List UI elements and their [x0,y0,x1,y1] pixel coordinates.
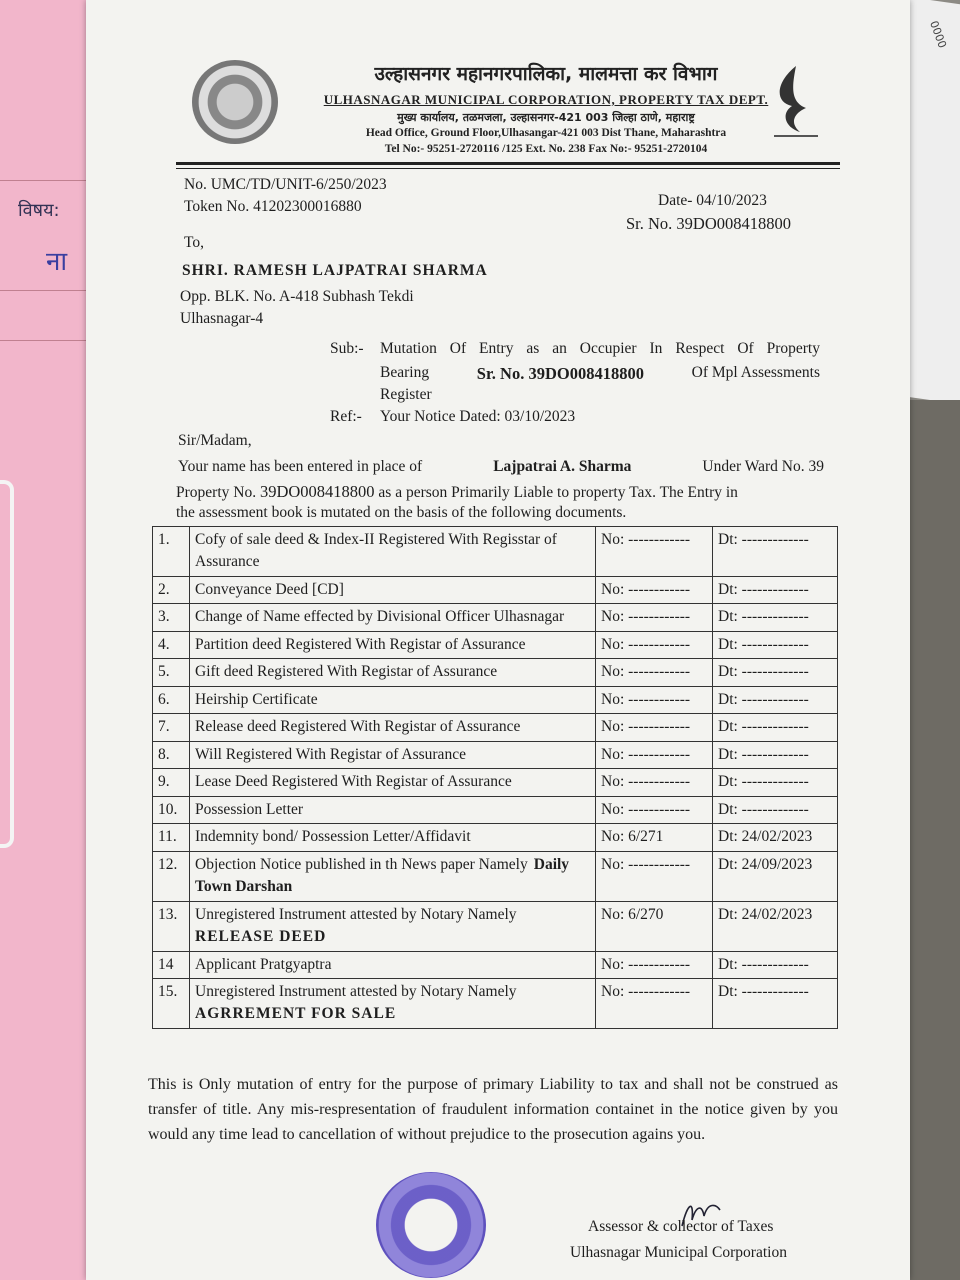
document-date: Dt: ------------- [713,951,838,978]
document-description [190,686,596,713]
document-date: Dt: ------------- [713,686,838,713]
document-ref-no: No: ------------ [596,576,713,603]
document-text: Change of Name effected by Divisional Officer Ulhasnagar [195,608,565,626]
header-title-hindi: उल्हासनगर महानगरपालिका, मालमत्ता कर विभाग [374,63,718,85]
tie-string [0,480,14,848]
document-row [153,659,838,686]
header-rule [176,162,840,165]
document-text: Applicant Pratgyaptra [195,955,332,973]
document-text: Indemnity bond/ Possession Letter/Affidavit [195,828,471,846]
document-extra: Daily Town Darshan [195,855,570,896]
document-ref-no: No: ------------ [596,951,713,978]
document-ref-no: No: ------------ [596,686,713,713]
official-seal-icon [376,1172,486,1278]
document-date: Dt: ------------- [713,714,838,741]
document-description [190,741,596,768]
ref-text: Your Notice Dated: 03/10/2023 [380,408,576,425]
document-date: Dt: ------------- [713,631,838,658]
salutation: Sir/Madam, [178,432,252,449]
document-number: 1. [153,527,190,577]
subject-serial: Sr. No. 39DO008418800 [476,364,644,383]
document-date: Dt: ------------- [713,659,838,686]
document-ref-no: No: 6/271 [596,824,713,851]
body-text: Your name has been entered in place of [178,458,423,475]
reference-number: No. UMC/TD/UNIT-6/250/2023 [184,176,387,193]
signatory-organisation: Ulhasnagar Municipal Corporation [570,1244,787,1261]
document-description [190,978,596,1028]
subject-line2 [380,364,820,384]
header-address-english: Head Office, Ground Floor,Ulhasangar-421 003 Dist Thane, Maharashtra [365,127,727,139]
disclaimer-paragraph: This is Only mutation of entry for the purpose of primary Liability to tax and shall not be construed as transfer of title. Any mis-respresentation of fraudulent information containet in the notice given by you would any time lead to cancellation of without prejudice to the prosecution agains you. [148,1076,838,1143]
document-number: 11. [153,824,190,851]
document-number: 2. [153,576,190,603]
document-description [190,631,596,658]
document-description [190,851,596,901]
document-row [153,631,838,658]
notice-date: Date- 04/10/2023 [658,192,767,209]
subject-line1: Mutation Of Entry as an Occupier In Respect Of Property [380,340,820,357]
addressee-line1: Opp. BLK. No. A-418 Subhash Tekdi [180,288,414,305]
document-text: Unregistered Instrument attested by Notary Namely [195,982,517,1000]
property-number: 39DO008418800 [259,482,375,501]
document-ref-no: No: ------------ [596,714,713,741]
document-text: Possession Letter [195,800,304,818]
document-number: 8. [153,741,190,768]
document-text: Gift deed Registered With Registar of Assurance [195,663,498,681]
subject-line3: Register [380,386,432,403]
header-rule-thin [176,168,840,169]
document-date: Dt: 24/09/2023 [713,851,838,901]
header-address-hindi: मुख्य कार्यालय, तळमजला, उल्हासनगर-421 003 जिल्हा ठाणे, महाराष्ट्र [397,111,695,124]
document-description [190,659,596,686]
document-row [153,951,838,978]
document-row [153,901,838,951]
to-label: To, [184,234,205,251]
document-date: Dt: 24/02/2023 [713,824,838,851]
document-text: Release deed Registered With Registar of Assurance [195,718,521,736]
body-text: as a person Primarily Liable to property Tax. The Entry in [378,484,738,501]
document-row [153,527,838,577]
document-ref-no: No: ------------ [596,631,713,658]
document-row [153,714,838,741]
document-description [190,901,596,951]
municipal-emblem-icon [192,60,278,144]
subject-label: Sub:- [330,340,364,357]
document-ref-no: No: ------------ [596,978,713,1028]
document-ref-no: No: ------------ [596,851,713,901]
document-date: Dt: ------------- [713,527,838,577]
document-number: 13. [153,901,190,951]
document-ref-no: No: ------------ [596,796,713,823]
body-text: Under Ward No. 39 [702,458,824,475]
document-number: 7. [153,714,190,741]
addressee-name: SHRI. RAMESH LAJPATRAI SHARMA [182,262,488,279]
document-date: Dt: ------------- [713,796,838,823]
document-description [190,824,596,851]
document-number: 6. [153,686,190,713]
token-number: Token No. 41202300016880 [184,198,362,215]
document-number: 3. [153,604,190,631]
document-ref-no: No: 6/270 [596,901,713,951]
document-row [153,686,838,713]
document-description [190,714,596,741]
document-date: Dt: ------------- [713,769,838,796]
document-row [153,769,838,796]
header-contact: Tel No:- 95251-2720116 /125 Ext. No. 238 Fax No:- 95251-2720104 [384,143,708,155]
document-description [190,769,596,796]
document-number: 14 [153,951,190,978]
document-text: Heirship Certificate [195,690,318,708]
document-row [153,796,838,823]
document-text: Will Registered With Registar of Assurance [195,745,466,763]
document-description [190,576,596,603]
document-row [153,604,838,631]
document-number: 4. [153,631,190,658]
document-ref-no: No: ------------ [596,659,713,686]
body-text: Property No. [176,484,257,501]
document-number: 15. [153,978,190,1028]
document-text: Lease Deed Registered With Registar of Assurance [195,773,512,791]
body-line2 [176,482,824,502]
signatory-title: Assessor & collector of Taxes [588,1218,774,1235]
document-number: 5. [153,659,190,686]
document-row [153,978,838,1028]
document-date: Dt: 24/02/2023 [713,901,838,951]
subject-bearing: Bearing [380,364,430,381]
header-title-english: ULHASNAGAR MUNICIPAL CORPORATION, PROPERTY TAX DEPT. [323,92,769,107]
document-number: 9. [153,769,190,796]
document-row [153,851,838,901]
previous-owner: Lajpatrai A. Sharma [493,458,632,475]
addressee-line2: Ulhasnagar-4 [180,310,264,327]
document-extra: AGRREMENT FOR SALE [195,1005,397,1023]
document-ref-no: No: ------------ [596,604,713,631]
document-text: Cofy of sale deed & Index-II Registered With Regisstar of Assurance [195,531,557,571]
document-date: Dt: ------------- [713,741,838,768]
serial-number: Sr. No. 39DO008418800 [626,214,792,233]
document-description [190,951,596,978]
document-ref-no: No: ------------ [596,527,713,577]
side-doc-mark: ना [46,247,68,277]
body-line3: the assessment book is mutated on the basis of the following documents. [176,504,627,521]
notice-paper [86,0,910,1280]
subject-mpl: Of Mpl Assessments [691,364,820,381]
document-description [190,796,596,823]
document-date: Dt: ------------- [713,978,838,1028]
document-text: Conveyance Deed [CD] [195,580,344,598]
body-line1 [178,458,824,476]
document-description [190,604,596,631]
document-extra: RELEASE DEED [195,928,327,946]
document-date: Dt: ------------- [713,576,838,603]
ref-label: Ref:- [330,408,362,425]
document-row [153,576,838,603]
document-text: Partition deed Registered With Registar of Assurance [195,635,526,653]
document-row [153,741,838,768]
documents-table [152,526,838,1029]
side-doc-label: विषय: [18,200,60,221]
document-number: 10. [153,796,190,823]
document-date: Dt: ------------- [713,604,838,631]
document-description [190,527,596,577]
document-text: Objection Notice published in th News paper Namely [195,855,528,873]
corner-text: 0000 [927,19,949,50]
document-text: Unregistered Instrument attested by Notary Namely [195,905,517,923]
document-ref-no: No: ------------ [596,769,713,796]
document-ref-no: No: ------------ [596,741,713,768]
document-number: 12. [153,851,190,901]
document-row [153,824,838,851]
